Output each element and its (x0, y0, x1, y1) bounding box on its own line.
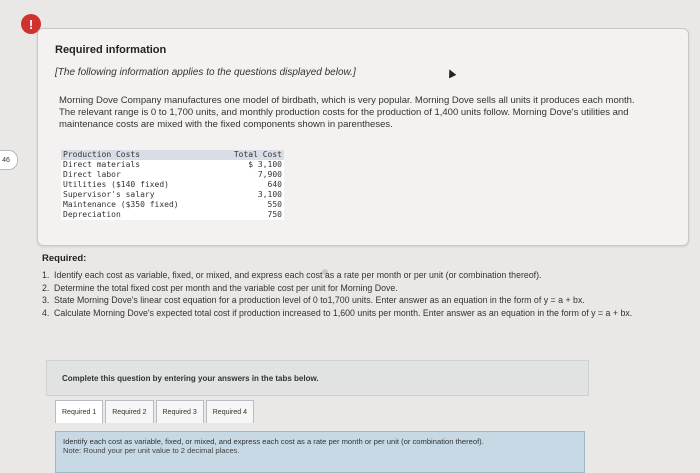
row-value: 3,100 (257, 190, 282, 199)
table-row (61, 210, 284, 220)
row-label: Supervisor's salary (63, 190, 155, 199)
row-value: 7,900 (257, 170, 282, 179)
row-label: Maintenance ($350 fixed) (63, 200, 179, 209)
production-costs-table (61, 150, 284, 220)
complete-prompt: Complete this question by entering your answers in the tabs below. (62, 373, 319, 383)
header-value: Total Cost (233, 150, 282, 159)
item-text: State Morning Dove's linear cost equation for a production level of 0 to1,700 units. Enter answer as an equation in the form of y = a + bx. (54, 295, 585, 305)
required-heading: Required: (42, 253, 87, 264)
item-text: Identify each cost as variable, fixed, or mixed, and express each cost as a rate per month or per unit (or combination thereof). (54, 270, 542, 280)
item-number: 3. (42, 295, 50, 305)
required-list (42, 270, 652, 320)
list-item (42, 295, 652, 306)
alert-icon: ! (21, 14, 41, 34)
table-row (61, 180, 284, 190)
tab-required-1[interactable]: Required 1 (55, 400, 103, 423)
side-tab[interactable]: 46 (0, 150, 18, 170)
table-row (61, 190, 284, 200)
panel-text: Identify each cost as variable, fixed, or mixed, and express each cost as a rate per month or per unit (or combination thereof). (63, 437, 484, 446)
item-number: 1. (42, 270, 50, 280)
requirement-tabs (55, 400, 256, 423)
tab-required-4[interactable]: Required 4 (206, 400, 254, 423)
row-label: Direct materials (63, 160, 141, 169)
table-row (61, 170, 284, 180)
complete-question-banner (46, 360, 589, 396)
list-item (42, 283, 652, 294)
row-label: Depreciation (63, 210, 121, 219)
info-subtitle: [The following information applies to the questions displayed below.] (55, 67, 356, 78)
list-item (42, 308, 652, 319)
header-label: Production Costs (63, 150, 141, 159)
info-title: Required information (55, 44, 167, 56)
tab-required-2[interactable]: Required 2 (105, 400, 153, 423)
item-number: 2. (42, 282, 50, 293)
item-text: Determine the total fixed cost per month and the variable cost per unit for Morning Dove. (54, 282, 398, 293)
list-item (42, 270, 652, 281)
row-value: 640 (267, 180, 282, 189)
row-value: 550 (267, 200, 282, 209)
row-label: Direct labor (63, 170, 121, 179)
required-information-panel (37, 28, 689, 246)
row-value: 750 (267, 210, 282, 219)
item-number: 4. (42, 307, 50, 318)
info-description: Morning Dove Company manufactures one model of birdbath, which is very popular. Morning Dove sells all units it produces each month. The relevant range is 0 to 1,700 units, and monthly production costs for the production of 1,400 units follow. Morning Dove's utilities and maintenance costs are mixed with the fixed components shown in parentheses. (59, 95, 635, 130)
table-header (61, 150, 284, 160)
item-text: Calculate Morning Dove's expected total cost if production increased to 1,600 units per month. Enter answer as an equation in the form of y = a + bx. (54, 307, 633, 318)
panel-note: Note: Round your per unit value to 2 decimal places. (63, 446, 240, 455)
table-row (61, 160, 284, 170)
tab-panel-instructions (55, 431, 585, 473)
row-label: Utilities ($140 fixed) (63, 180, 169, 189)
table-row (61, 200, 284, 210)
row-value: $ 3,100 (248, 160, 282, 169)
tab-required-3[interactable]: Required 3 (156, 400, 204, 423)
